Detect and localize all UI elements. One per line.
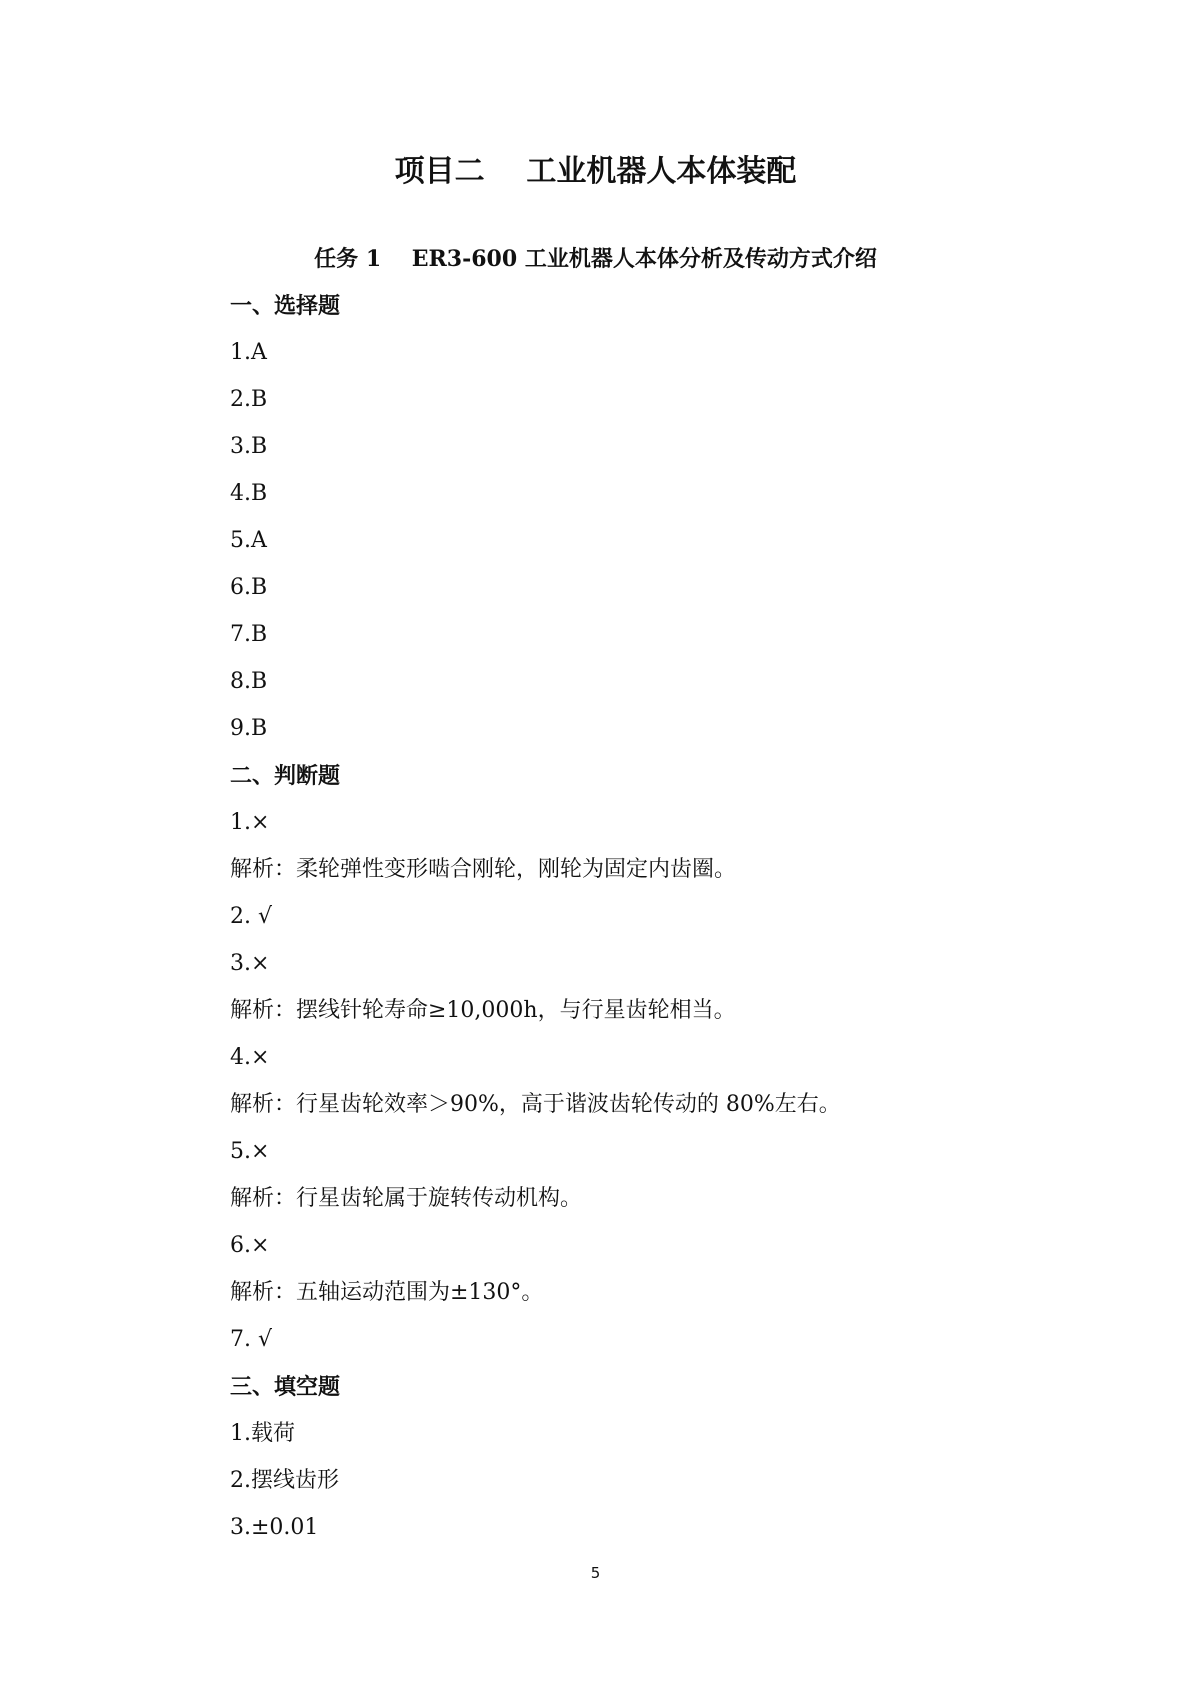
answer-line: 4.B <box>230 481 268 506</box>
explanation-line: 解析：五轴运动范围为±130°。 <box>230 1280 544 1305</box>
answer-line: 1.载荷 <box>230 1421 295 1446</box>
answer-line: 7.B <box>230 622 268 647</box>
page-number: 5 <box>590 1564 601 1582</box>
answer-line: 2.摆线齿形 <box>230 1468 339 1493</box>
explanation-line: 解析：摆线针轮寿命≥10,000h，与行星齿轮相当。 <box>230 998 736 1023</box>
answer-line: 4.× <box>230 1045 270 1070</box>
explanation-line: 解析：行星齿轮效率＞90%，高于谐波齿轮传动的 80%左右。 <box>230 1092 841 1117</box>
answer-line: 7. √ <box>230 1327 273 1352</box>
answer-line: 1.× <box>230 810 270 835</box>
answer-line: 1.A <box>230 340 267 365</box>
answer-line: 3.× <box>230 951 270 976</box>
answer-line: 8.B <box>230 669 268 694</box>
answer-line: 3.B <box>230 434 268 459</box>
explanation-line: 解析：行星齿轮属于旋转传动机构。 <box>230 1186 583 1211</box>
answer-line: 9.B <box>230 716 268 741</box>
section-heading: 三、填空题 <box>230 1374 341 1400</box>
answer-line: 6.× <box>230 1233 270 1258</box>
answer-line: 2. √ <box>230 904 273 929</box>
section-heading: 一、选择题 <box>230 293 341 319</box>
answer-line: 6.B <box>230 575 268 600</box>
answer-line: 5.× <box>230 1139 270 1164</box>
section-heading: 二、判断题 <box>230 763 341 789</box>
answer-line: 3.±0.01 <box>230 1515 319 1540</box>
answer-line: 5.A <box>230 528 267 553</box>
page-title: 项目二 工业机器人本体装配 <box>394 154 797 189</box>
task-title: 任务 1 ER3-600 工业机器人本体分析及传动方式介绍 <box>314 246 877 272</box>
explanation-line: 解析：柔轮弹性变形啮合刚轮，刚轮为固定内齿圈。 <box>230 857 737 882</box>
answer-line: 2.B <box>230 387 268 412</box>
